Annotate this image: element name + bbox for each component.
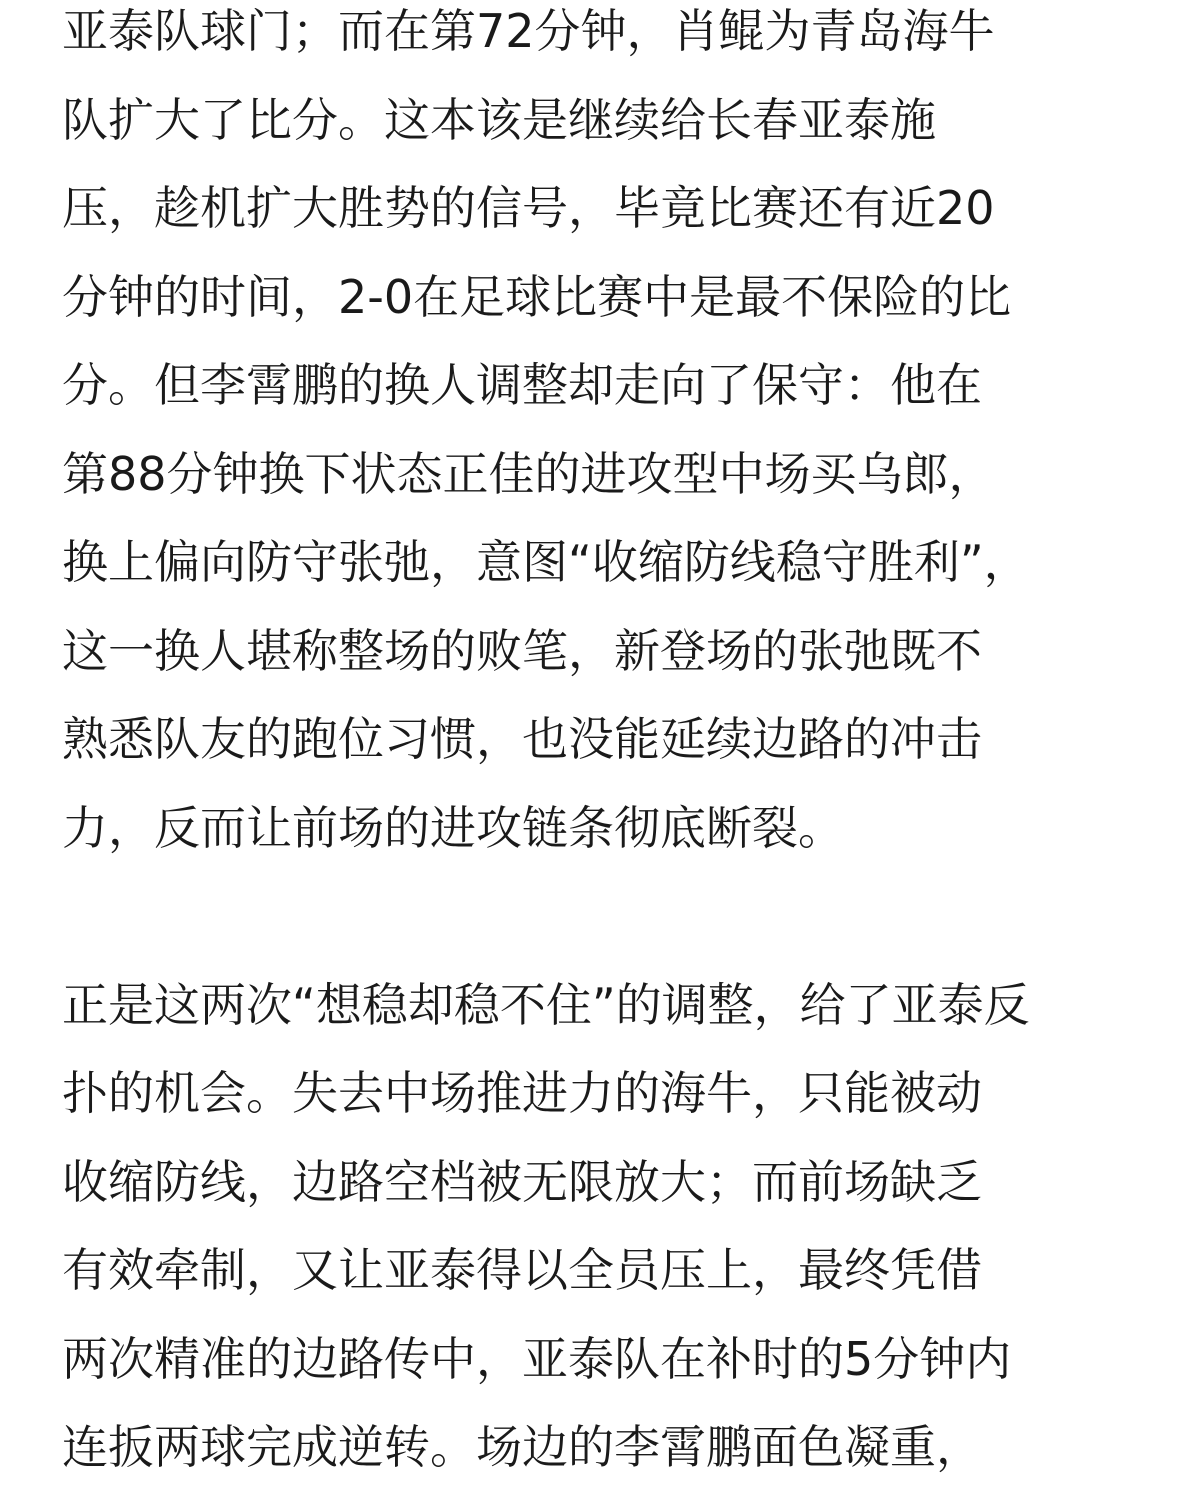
text-line: 分钟的时间，2-0在足球比赛中是最不保险的比 xyxy=(62,269,1012,324)
paragraph-1 xyxy=(62,0,1122,872)
text-line: 两次精准的边路传中，亚泰队在补时的5分钟内 xyxy=(62,1331,1012,1386)
text-line: 连扳两球完成逆转。场边的李霄鹏面色凝重， xyxy=(62,1420,982,1474)
text-line: 队扩大了比分。这本该是继续给长春亚泰施 xyxy=(62,92,936,147)
paragraph-spacer xyxy=(62,872,1122,961)
article-body xyxy=(62,0,1122,1492)
text-line: 有效牵制，又让亚泰得以全员压上，最终凭借 xyxy=(62,1243,982,1297)
text-line: 扑的机会。失去中场推进力的海牛，只能被动 xyxy=(62,1066,982,1120)
text-line: 正是这两次“想稳却稳不住”的调整，给了亚泰反 xyxy=(62,977,1030,1032)
text-line: 熟悉队友的跑位习惯，也没能延续边路的冲击 xyxy=(62,712,982,766)
text-line: 这一换人堪称整场的败笔，新登场的张弛既不 xyxy=(62,623,982,678)
text-line: 收缩防线，边路空档被无限放大；而前场缺乏 xyxy=(62,1154,982,1209)
text-line: 亚泰队球门；而在第72分钟，肖鲲为青岛海牛 xyxy=(62,4,995,58)
text-line: 换上偏向防守张弛，意图“收缩防线稳守胜利”， xyxy=(62,535,1030,589)
text-line: 力，反而让前场的进攻链条彻底断裂。 xyxy=(62,800,844,855)
text-line: 压，趁机扩大胜势的信号，毕竟比赛还有近20 xyxy=(62,181,995,235)
text-line: 分。但李霄鹏的换人调整却走向了保守：他在 xyxy=(62,358,982,412)
text-line: 第88分钟换下状态正佳的进攻型中场买乌郎， xyxy=(62,446,995,501)
paragraph-2 xyxy=(62,961,1122,1492)
